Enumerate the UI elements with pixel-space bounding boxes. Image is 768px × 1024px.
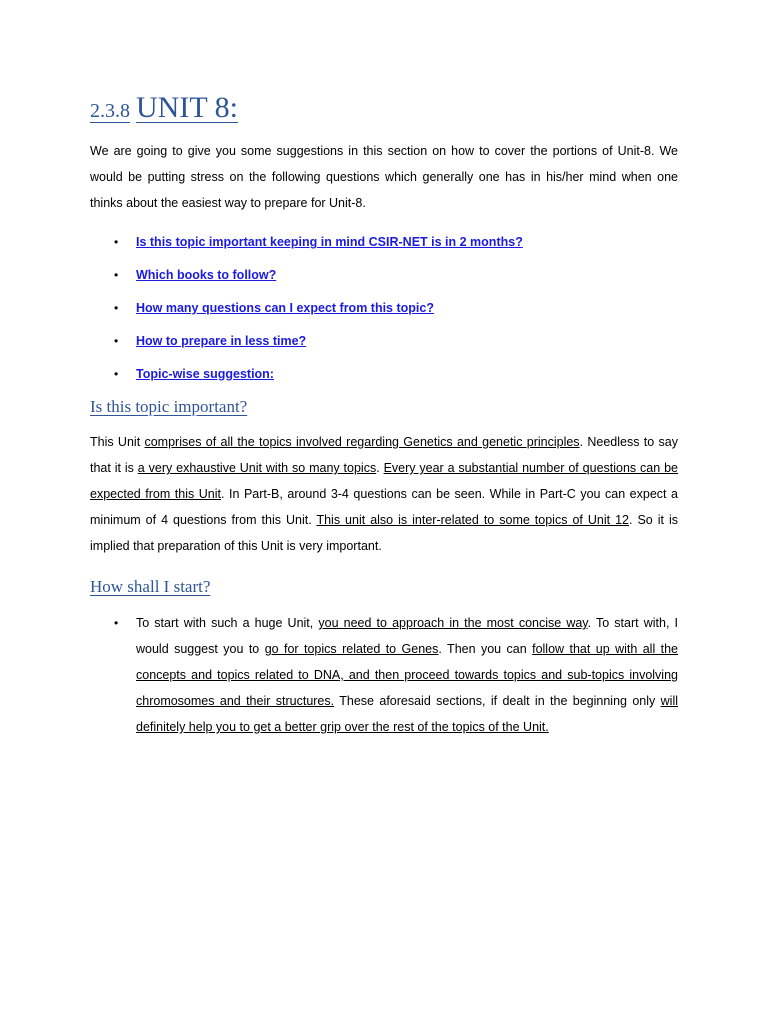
text-run: To start with such a huge Unit,	[136, 616, 319, 630]
section-number: 2.3.8	[90, 100, 130, 122]
text-run: . To start with, I would suggest you to	[136, 616, 679, 656]
section-title-text: UNIT 8:	[136, 91, 238, 124]
text-run: This Unit	[90, 435, 145, 449]
text-run: . Needless to say that it is	[90, 435, 678, 475]
list-item	[90, 362, 678, 395]
underlined-text: go for topics related to Genes	[264, 642, 439, 656]
list-item	[90, 329, 678, 362]
list-item	[90, 230, 678, 263]
text-run: . In Part-B, around 3-4 questions can be seen. While in Part-C you can expect a minimum of 4 questions from this Unit.	[90, 487, 678, 527]
text-run: .	[376, 461, 384, 475]
start-paragraph	[136, 610, 678, 740]
importance-paragraph	[90, 429, 678, 559]
section-title	[90, 88, 238, 125]
underlined-text: Every year a substantial number of questions can be expected from this Unit	[90, 461, 678, 501]
bullet-icon: •	[114, 616, 119, 630]
question-link[interactable]: Topic-wise suggestion:	[136, 367, 274, 381]
underlined-text: comprises of all the topics involved regarding Genetics and genetic principles	[144, 435, 580, 449]
start-heading: How shall I start?	[90, 577, 211, 596]
list-item	[90, 263, 678, 296]
question-link[interactable]: How to prepare in less time?	[136, 334, 307, 348]
underlined-text: a very exhaustive Unit with so many topics	[137, 461, 377, 475]
bullet-icon: •	[114, 268, 119, 282]
importance-heading: Is this topic important?	[90, 397, 248, 416]
start-list-item	[90, 610, 678, 740]
question-list	[90, 230, 678, 395]
bullet-icon: •	[114, 367, 119, 381]
text-run: . Then you can	[438, 642, 533, 656]
question-link[interactable]: Is this topic important keeping in mind CSIR-NET is in 2 months?	[136, 235, 523, 249]
list-item	[90, 296, 678, 329]
intro-paragraph: We are going to give you some suggestions in this section on how to cover the portions of Unit-8. We would be putting stress on the following questions which generally one has in his/her mind when one thinks about the easiest way to prepare for Unit-8.	[90, 144, 678, 210]
underlined-text: you need to approach in the most concise way	[318, 616, 588, 630]
underlined-text: follow that up with all the concepts and topics related to DNA, and then proceed towards topics and sub-topics involving chromosomes and their structures.	[136, 642, 679, 708]
text-run: These aforesaid sections, if dealt in the beginning only	[334, 694, 661, 708]
underlined-text: This unit also is inter-related to some topics of Unit 12	[316, 513, 629, 527]
bullet-icon: •	[114, 334, 119, 348]
bullet-icon: •	[114, 235, 119, 249]
text-run: . So it is implied that preparation of this Unit is very important.	[90, 513, 678, 553]
question-link[interactable]: How many questions can I expect from this topic?	[136, 301, 434, 315]
bullet-icon: •	[114, 301, 119, 315]
underlined-text: will definitely help you to get a better grip over the rest of the topics of the Unit.	[136, 694, 678, 734]
question-link[interactable]: Which books to follow?	[136, 268, 277, 282]
